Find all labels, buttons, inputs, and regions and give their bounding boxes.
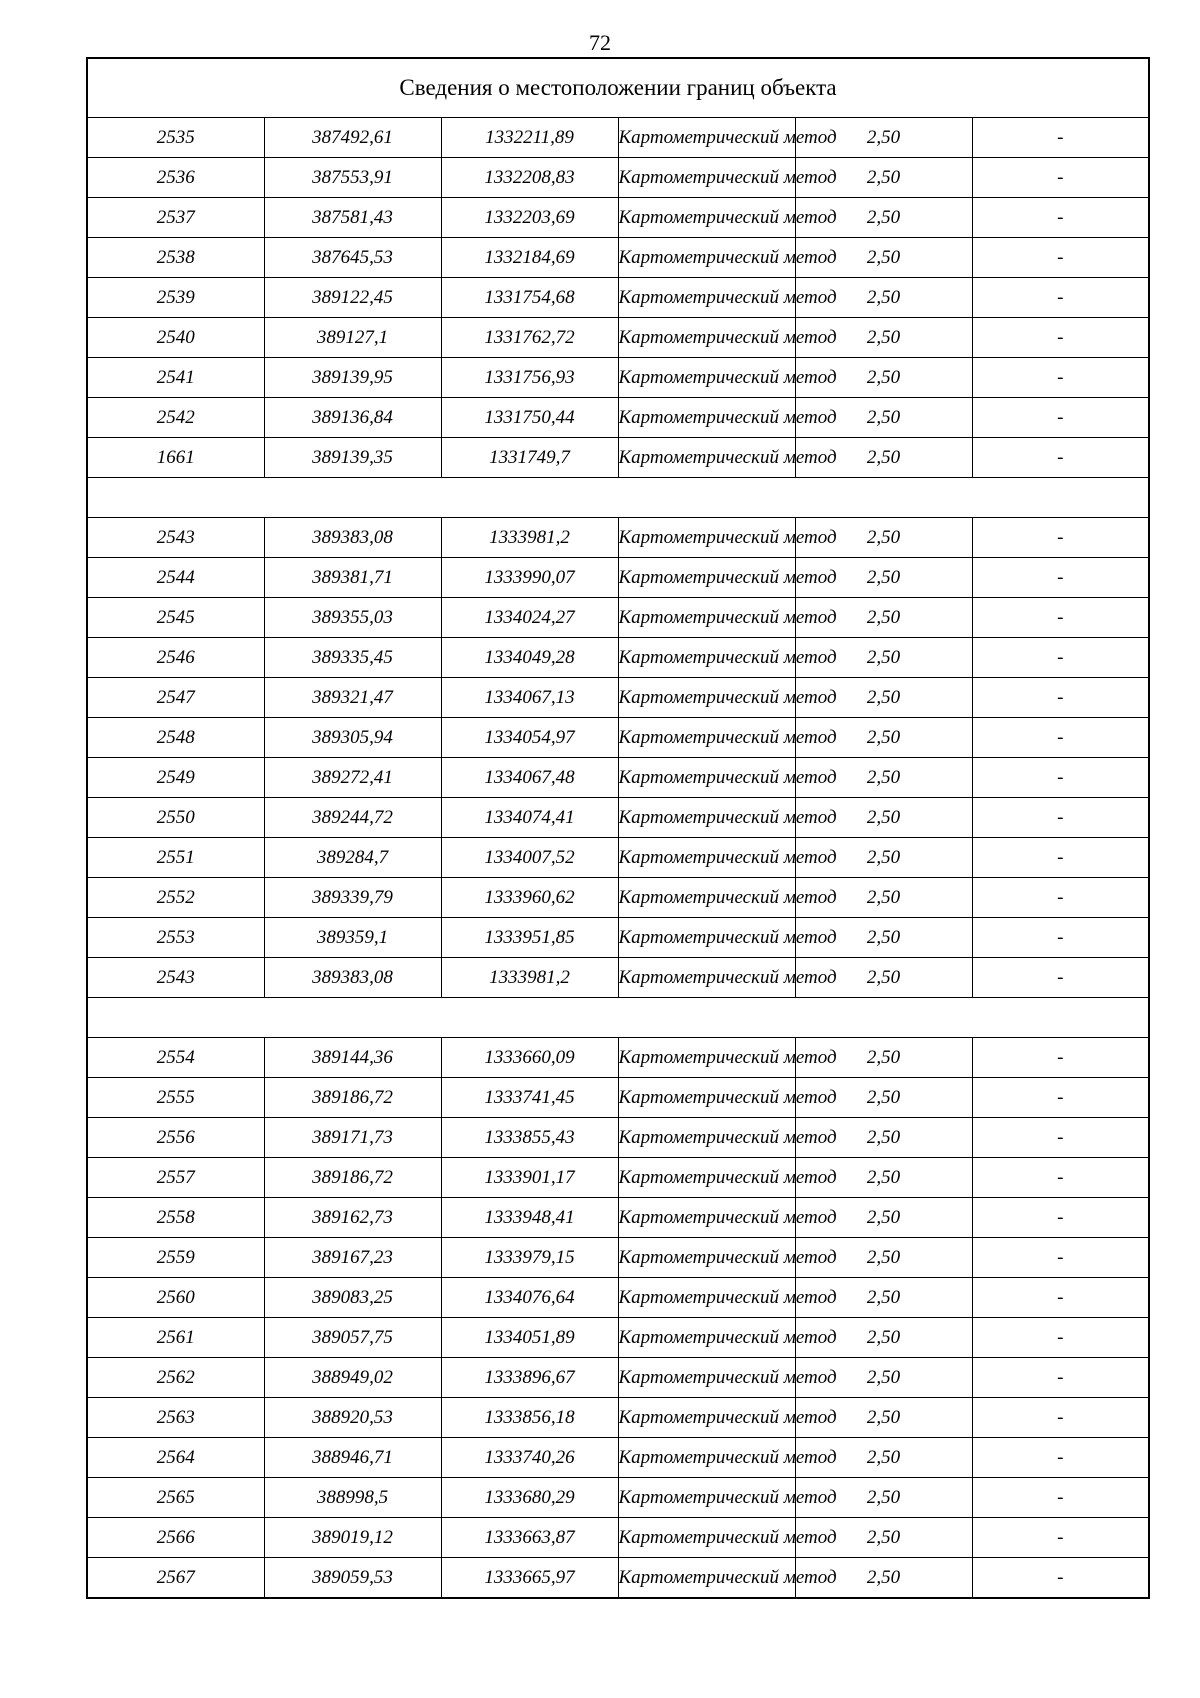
y-coordinate-cell: 1331754,68: [441, 278, 618, 318]
method-cell: Картометрический метод: [618, 1238, 795, 1278]
x-coordinate-cell: 388920,53: [264, 1398, 441, 1438]
y-coordinate-cell: 1334074,41: [441, 798, 618, 838]
x-coordinate-cell: 389167,23: [264, 1238, 441, 1278]
method-cell: Картометрический метод: [618, 358, 795, 398]
table-row: [87, 1038, 1149, 1078]
accuracy-cell: 2,50: [795, 1078, 972, 1118]
method-cell: Картометрический метод: [618, 1118, 795, 1158]
accuracy-cell: 2,50: [795, 758, 972, 798]
table-row: [87, 1518, 1149, 1558]
method-cell: Картометрический метод: [618, 678, 795, 718]
x-coordinate-cell: 389272,41: [264, 758, 441, 798]
point-number-cell: 2554: [87, 1038, 264, 1078]
x-coordinate-cell: 389019,12: [264, 1518, 441, 1558]
method-cell: Картометрический метод: [618, 1278, 795, 1318]
x-coordinate-cell: 389359,1: [264, 918, 441, 958]
method-cell: Картометрический метод: [618, 1358, 795, 1398]
point-number-cell: 2567: [87, 1558, 264, 1599]
table-row: [87, 918, 1149, 958]
table-row: [87, 798, 1149, 838]
accuracy-cell: 2,50: [795, 358, 972, 398]
description-cell: -: [972, 198, 1149, 238]
point-number-cell: 2563: [87, 1398, 264, 1438]
table-row: [87, 758, 1149, 798]
y-coordinate-cell: 1333896,67: [441, 1358, 618, 1398]
x-coordinate-cell: 388949,02: [264, 1358, 441, 1398]
method-cell: Картометрический метод: [618, 318, 795, 358]
table-row: [87, 1158, 1149, 1198]
point-number-cell: 2543: [87, 518, 264, 558]
point-number-cell: 2560: [87, 1278, 264, 1318]
group-separator-row: [87, 998, 1149, 1038]
description-cell: -: [972, 1438, 1149, 1478]
table-row: [87, 518, 1149, 558]
method-cell: Картометрический метод: [618, 798, 795, 838]
description-cell: -: [972, 1318, 1149, 1358]
description-cell: -: [972, 1278, 1149, 1318]
point-number-cell: 2562: [87, 1358, 264, 1398]
table-row: [87, 398, 1149, 438]
x-coordinate-cell: 389144,36: [264, 1038, 441, 1078]
description-cell: -: [972, 518, 1149, 558]
y-coordinate-cell: 1334051,89: [441, 1318, 618, 1358]
table-row: [87, 1238, 1149, 1278]
description-cell: -: [972, 678, 1149, 718]
method-cell: Картометрический метод: [618, 598, 795, 638]
accuracy-cell: 2,50: [795, 638, 972, 678]
method-cell: Картометрический метод: [618, 278, 795, 318]
y-coordinate-cell: 1334024,27: [441, 598, 618, 638]
method-cell: Картометрический метод: [618, 518, 795, 558]
point-number-cell: 2547: [87, 678, 264, 718]
page-number: 72: [589, 30, 611, 55]
method-cell: Картометрический метод: [618, 558, 795, 598]
x-coordinate-cell: 389186,72: [264, 1078, 441, 1118]
y-coordinate-cell: 1331756,93: [441, 358, 618, 398]
x-coordinate-cell: 387492,61: [264, 118, 441, 158]
point-number-cell: 2555: [87, 1078, 264, 1118]
accuracy-cell: 2,50: [795, 1398, 972, 1438]
method-cell: Картометрический метод: [618, 1198, 795, 1238]
accuracy-cell: 2,50: [795, 1558, 972, 1599]
accuracy-cell: 2,50: [795, 558, 972, 598]
boundary-coordinates-table: [86, 57, 1150, 1599]
y-coordinate-cell: 1333660,09: [441, 1038, 618, 1078]
accuracy-cell: 2,50: [795, 1438, 972, 1478]
point-number-cell: 2535: [87, 118, 264, 158]
accuracy-cell: 2,50: [795, 198, 972, 238]
y-coordinate-cell: 1334049,28: [441, 638, 618, 678]
point-number-cell: 2544: [87, 558, 264, 598]
accuracy-cell: 2,50: [795, 678, 972, 718]
table-row: [87, 598, 1149, 638]
accuracy-cell: 2,50: [795, 598, 972, 638]
y-coordinate-cell: 1333951,85: [441, 918, 618, 958]
accuracy-cell: 2,50: [795, 1118, 972, 1158]
description-cell: -: [972, 1118, 1149, 1158]
x-coordinate-cell: 389057,75: [264, 1318, 441, 1358]
method-cell: Картометрический метод: [618, 1318, 795, 1358]
description-cell: -: [972, 1398, 1149, 1438]
description-cell: -: [972, 398, 1149, 438]
point-number-cell: 2543: [87, 958, 264, 998]
accuracy-cell: 2,50: [795, 118, 972, 158]
x-coordinate-cell: 389171,73: [264, 1118, 441, 1158]
x-coordinate-cell: 389339,79: [264, 878, 441, 918]
description-cell: -: [972, 118, 1149, 158]
x-coordinate-cell: 389383,08: [264, 518, 441, 558]
x-coordinate-cell: 389244,72: [264, 798, 441, 838]
x-coordinate-cell: 389381,71: [264, 558, 441, 598]
x-coordinate-cell: 389136,84: [264, 398, 441, 438]
table-row: [87, 1438, 1149, 1478]
table-row: [87, 718, 1149, 758]
point-number-cell: 2559: [87, 1238, 264, 1278]
table-title-row: [87, 58, 1149, 118]
point-number-cell: 2541: [87, 358, 264, 398]
y-coordinate-cell: 1333663,87: [441, 1518, 618, 1558]
accuracy-cell: 2,50: [795, 1358, 972, 1398]
description-cell: -: [972, 358, 1149, 398]
accuracy-cell: 2,50: [795, 1038, 972, 1078]
table-row: [87, 878, 1149, 918]
method-cell: Картометрический метод: [618, 718, 795, 758]
y-coordinate-cell: 1333981,2: [441, 518, 618, 558]
table-row: [87, 1558, 1149, 1599]
point-number-cell: 2564: [87, 1438, 264, 1478]
accuracy-cell: 2,50: [795, 1318, 972, 1358]
x-coordinate-cell: 389127,1: [264, 318, 441, 358]
method-cell: Картометрический метод: [618, 1078, 795, 1118]
x-coordinate-cell: 389321,47: [264, 678, 441, 718]
description-cell: -: [972, 1078, 1149, 1118]
x-coordinate-cell: 389355,03: [264, 598, 441, 638]
x-coordinate-cell: 389335,45: [264, 638, 441, 678]
point-number-cell: 2553: [87, 918, 264, 958]
accuracy-cell: 2,50: [795, 918, 972, 958]
description-cell: -: [972, 318, 1149, 358]
accuracy-cell: 2,50: [795, 278, 972, 318]
method-cell: Картометрический метод: [618, 1038, 795, 1078]
accuracy-cell: 2,50: [795, 1198, 972, 1238]
group-separator-cell: [87, 478, 1149, 518]
y-coordinate-cell: 1331762,72: [441, 318, 618, 358]
accuracy-cell: 2,50: [795, 158, 972, 198]
description-cell: -: [972, 918, 1149, 958]
method-cell: Картометрический метод: [618, 118, 795, 158]
accuracy-cell: 2,50: [795, 878, 972, 918]
description-cell: -: [972, 598, 1149, 638]
y-coordinate-cell: 1333979,15: [441, 1238, 618, 1278]
y-coordinate-cell: 1333856,18: [441, 1398, 618, 1438]
table-row: [87, 1358, 1149, 1398]
description-cell: -: [972, 558, 1149, 598]
method-cell: Картометрический метод: [618, 1438, 795, 1478]
accuracy-cell: 2,50: [795, 238, 972, 278]
point-number-cell: 2558: [87, 1198, 264, 1238]
method-cell: Картометрический метод: [618, 1158, 795, 1198]
y-coordinate-cell: 1334007,52: [441, 838, 618, 878]
y-coordinate-cell: 1334067,48: [441, 758, 618, 798]
x-coordinate-cell: 389122,45: [264, 278, 441, 318]
accuracy-cell: 2,50: [795, 438, 972, 478]
x-coordinate-cell: 387645,53: [264, 238, 441, 278]
table-row: [87, 1078, 1149, 1118]
x-coordinate-cell: 387581,43: [264, 198, 441, 238]
accuracy-cell: 2,50: [795, 1278, 972, 1318]
description-cell: -: [972, 838, 1149, 878]
table-row: [87, 198, 1149, 238]
x-coordinate-cell: 387553,91: [264, 158, 441, 198]
point-number-cell: 2551: [87, 838, 264, 878]
description-cell: -: [972, 438, 1149, 478]
method-cell: Картометрический метод: [618, 638, 795, 678]
y-coordinate-cell: 1331750,44: [441, 398, 618, 438]
method-cell: Картометрический метод: [618, 878, 795, 918]
table-row: [87, 638, 1149, 678]
description-cell: -: [972, 238, 1149, 278]
y-coordinate-cell: 1333665,97: [441, 1558, 618, 1599]
y-coordinate-cell: 1333855,43: [441, 1118, 618, 1158]
y-coordinate-cell: 1333990,07: [441, 558, 618, 598]
point-number-cell: 2561: [87, 1318, 264, 1358]
y-coordinate-cell: 1333960,62: [441, 878, 618, 918]
method-cell: Картометрический метод: [618, 758, 795, 798]
y-coordinate-cell: 1334054,97: [441, 718, 618, 758]
y-coordinate-cell: 1333741,45: [441, 1078, 618, 1118]
y-coordinate-cell: 1333680,29: [441, 1478, 618, 1518]
description-cell: -: [972, 158, 1149, 198]
method-cell: Картометрический метод: [618, 1518, 795, 1558]
description-cell: -: [972, 1558, 1149, 1599]
accuracy-cell: 2,50: [795, 1478, 972, 1518]
accuracy-cell: 2,50: [795, 1238, 972, 1278]
point-number-cell: 2546: [87, 638, 264, 678]
point-number-cell: 2538: [87, 238, 264, 278]
description-cell: -: [972, 718, 1149, 758]
y-coordinate-cell: 1333981,2: [441, 958, 618, 998]
accuracy-cell: 2,50: [795, 1518, 972, 1558]
point-number-cell: 2536: [87, 158, 264, 198]
y-coordinate-cell: 1333740,26: [441, 1438, 618, 1478]
table-row: [87, 118, 1149, 158]
table-row: [87, 1118, 1149, 1158]
group-separator-cell: [87, 998, 1149, 1038]
point-number-cell: 2549: [87, 758, 264, 798]
x-coordinate-cell: 389186,72: [264, 1158, 441, 1198]
point-number-cell: 2539: [87, 278, 264, 318]
description-cell: -: [972, 1198, 1149, 1238]
y-coordinate-cell: 1334067,13: [441, 678, 618, 718]
y-coordinate-cell: 1332211,89: [441, 118, 618, 158]
y-coordinate-cell: 1332208,83: [441, 158, 618, 198]
description-cell: -: [972, 1518, 1149, 1558]
method-cell: Картометрический метод: [618, 1398, 795, 1438]
point-number-cell: 2537: [87, 198, 264, 238]
point-number-cell: 2540: [87, 318, 264, 358]
method-cell: Картометрический метод: [618, 958, 795, 998]
x-coordinate-cell: 389383,08: [264, 958, 441, 998]
y-coordinate-cell: 1334076,64: [441, 1278, 618, 1318]
table-row: [87, 158, 1149, 198]
table-row: [87, 558, 1149, 598]
method-cell: Картометрический метод: [618, 838, 795, 878]
x-coordinate-cell: 389305,94: [264, 718, 441, 758]
description-cell: -: [972, 1358, 1149, 1398]
point-number-cell: 2552: [87, 878, 264, 918]
x-coordinate-cell: 389083,25: [264, 1278, 441, 1318]
table-row: [87, 1398, 1149, 1438]
table-row: [87, 838, 1149, 878]
accuracy-cell: 2,50: [795, 518, 972, 558]
description-cell: -: [972, 758, 1149, 798]
point-number-cell: 2565: [87, 1478, 264, 1518]
point-number-cell: 2556: [87, 1118, 264, 1158]
table-row: [87, 278, 1149, 318]
table-body: [87, 58, 1149, 1598]
description-cell: -: [972, 798, 1149, 838]
table-row: [87, 1318, 1149, 1358]
description-cell: -: [972, 1158, 1149, 1198]
table-row: [87, 958, 1149, 998]
point-number-cell: 2545: [87, 598, 264, 638]
description-cell: -: [972, 878, 1149, 918]
description-cell: -: [972, 638, 1149, 678]
x-coordinate-cell: 388998,5: [264, 1478, 441, 1518]
table-row: [87, 318, 1149, 358]
y-coordinate-cell: 1333901,17: [441, 1158, 618, 1198]
description-cell: -: [972, 1478, 1149, 1518]
accuracy-cell: 2,50: [795, 798, 972, 838]
description-cell: -: [972, 1038, 1149, 1078]
point-number-cell: 2542: [87, 398, 264, 438]
method-cell: Картометрический метод: [618, 398, 795, 438]
point-number-cell: 2550: [87, 798, 264, 838]
accuracy-cell: 2,50: [795, 1158, 972, 1198]
y-coordinate-cell: 1333948,41: [441, 1198, 618, 1238]
table-title: Сведения о местоположении границ объекта: [87, 58, 1149, 118]
table-row: [87, 358, 1149, 398]
point-number-cell: 2548: [87, 718, 264, 758]
x-coordinate-cell: 389139,35: [264, 438, 441, 478]
accuracy-cell: 2,50: [795, 958, 972, 998]
method-cell: Картометрический метод: [618, 438, 795, 478]
x-coordinate-cell: 389139,95: [264, 358, 441, 398]
accuracy-cell: 2,50: [795, 838, 972, 878]
table-row: [87, 238, 1149, 278]
table-row: [87, 678, 1149, 718]
group-separator-row: [87, 478, 1149, 518]
method-cell: Картометрический метод: [618, 238, 795, 278]
accuracy-cell: 2,50: [795, 318, 972, 358]
method-cell: Картометрический метод: [618, 1478, 795, 1518]
description-cell: -: [972, 278, 1149, 318]
point-number-cell: 2557: [87, 1158, 264, 1198]
point-number-cell: 1661: [87, 438, 264, 478]
table-row: [87, 1198, 1149, 1238]
description-cell: -: [972, 1238, 1149, 1278]
method-cell: Картометрический метод: [618, 918, 795, 958]
x-coordinate-cell: 389284,7: [264, 838, 441, 878]
point-number-cell: 2566: [87, 1518, 264, 1558]
y-coordinate-cell: 1332184,69: [441, 238, 618, 278]
x-coordinate-cell: 389059,53: [264, 1558, 441, 1599]
y-coordinate-cell: 1331749,7: [441, 438, 618, 478]
accuracy-cell: 2,50: [795, 718, 972, 758]
description-cell: -: [972, 958, 1149, 998]
table-row: [87, 1278, 1149, 1318]
method-cell: Картометрический метод: [618, 158, 795, 198]
accuracy-cell: 2,50: [795, 398, 972, 438]
method-cell: Картометрический метод: [618, 198, 795, 238]
x-coordinate-cell: 388946,71: [264, 1438, 441, 1478]
y-coordinate-cell: 1332203,69: [441, 198, 618, 238]
table-row: [87, 1478, 1149, 1518]
table-row: [87, 438, 1149, 478]
method-cell: Картометрический метод: [618, 1558, 795, 1599]
x-coordinate-cell: 389162,73: [264, 1198, 441, 1238]
